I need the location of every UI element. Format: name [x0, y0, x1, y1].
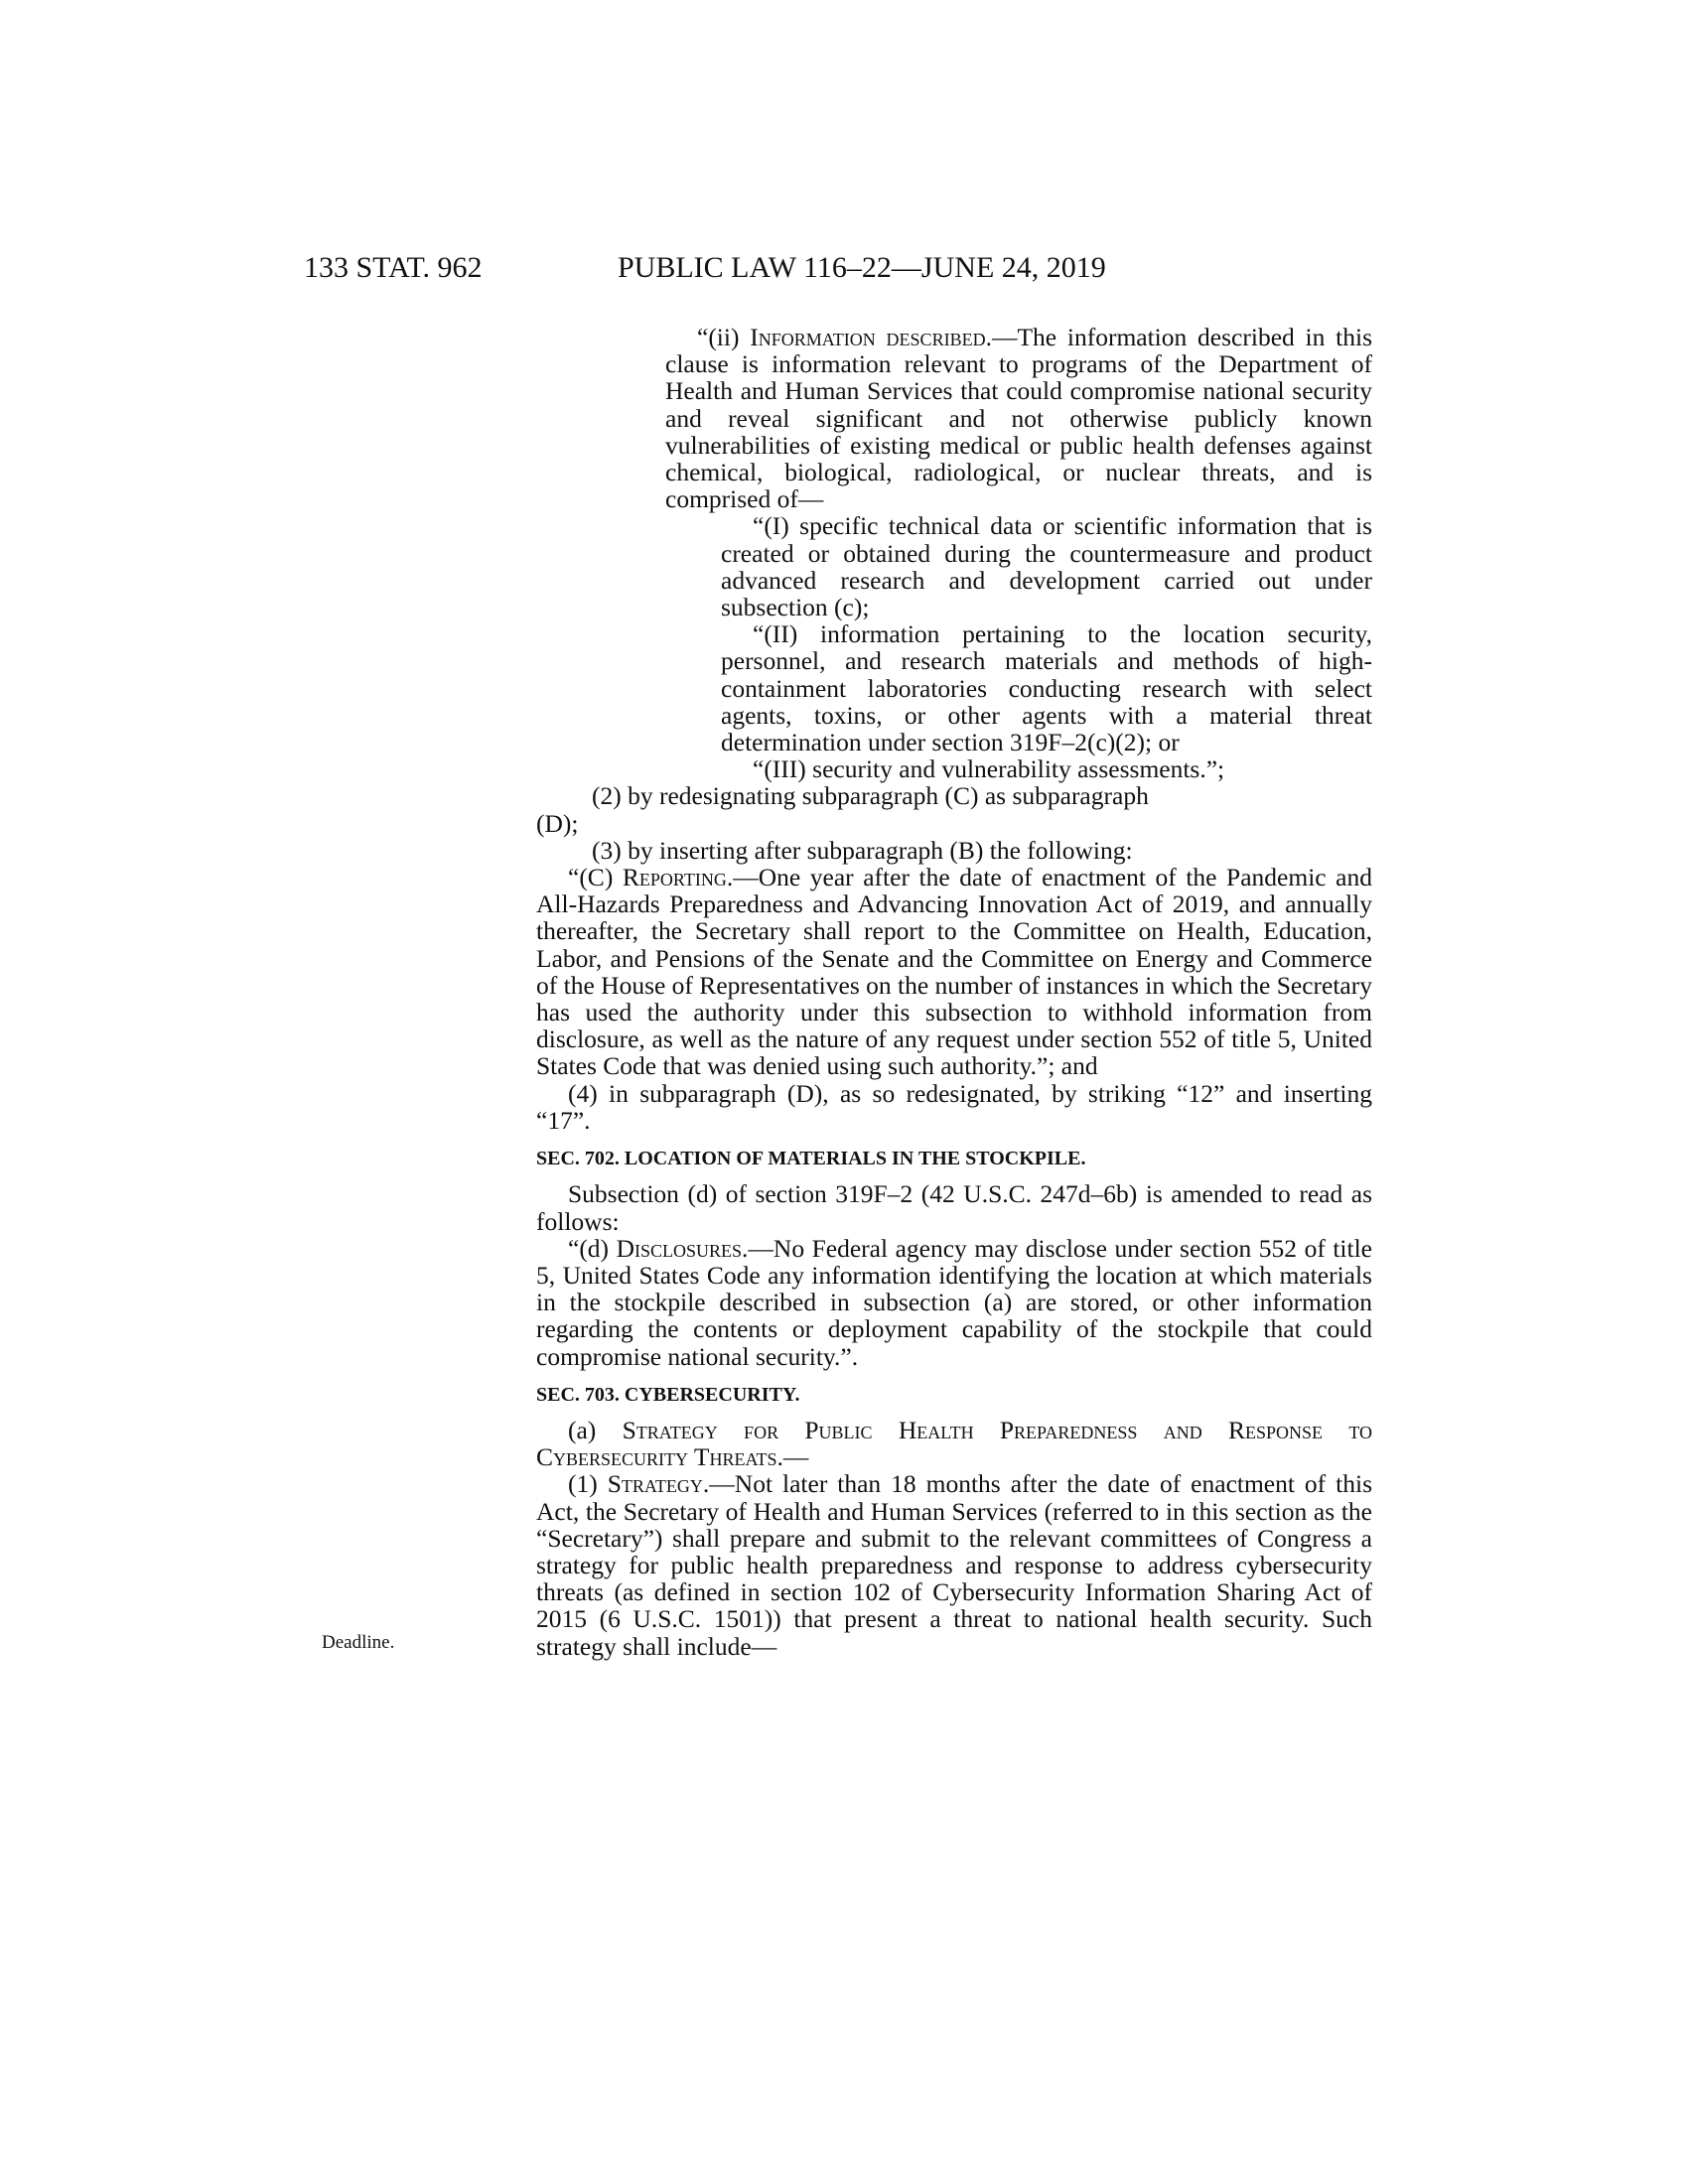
text-run: “(III) security and vulnerability assessments.”; [753, 754, 1225, 784]
paragraph [536, 512, 1372, 620]
margin-note-deadline: Deadline. [322, 1632, 395, 1653]
paragraph [536, 1180, 1372, 1234]
small-caps-heading: Disclosures [616, 1233, 743, 1263]
text-run: “(ii) [697, 323, 751, 351]
paragraph [536, 864, 1372, 1080]
section-heading [536, 1382, 1372, 1409]
text-run: SEC. 703. CYBERSECURITY. [536, 1383, 800, 1406]
paragraph [536, 620, 1372, 755]
text-run: .—One year after the date of enactment of the Pandemic and All-Hazards Preparedness and Advancing Innovation Act of 2019, and annually thereafter, the Secretary shall report to the Committee on Health, Education, Labor, and Pensions of the Senate and the Committee on Energy and Commerce of the House of Representatives on the number of instances in which the Secretary has used the authority under this subsection to withhold information from disclosure, as well as the nature of any request under section 552 of title 5, United States Code that was denied using such authority.”; and [536, 863, 1373, 1081]
text-run: .—The information described in this clause is information relevant to programs of the Department of Health and Human Services that could compromise national security and reveal significant and not otherwise publicly known vulnerabilities of existing medical or public health defenses against chemical, biological, radiological, or nuclear threats, and is comprised of— [665, 323, 1373, 514]
text-run: .—Not later than 18 months after the date of enactment of this Act, the Secretary of Health and Human Services (referred to in this section as the “Secretary”) shall prepare and submit to the relevant committees of Congress a strategy for public health preparedness and response to address cybersecurity threats (as defined in section 102 of Cybersecurity Information Sharing Act of 2015 (6 U.S.C. 1501)) that present a threat to national health security. Such strategy shall include— [536, 1469, 1372, 1661]
text-run: Subsection (d) of section 319F–2 (42 U.S.C. 247d–6b) is amended to read as follows: [536, 1179, 1372, 1236]
paragraph [536, 810, 1372, 837]
small-caps-heading: Information described [750, 323, 986, 351]
text-run: (a) [568, 1415, 623, 1444]
text-run: (D); [536, 808, 579, 838]
small-caps-heading: Strategy for Public Health Preparedness and Response to Cybersecurity Threats [536, 1415, 1372, 1472]
paragraph [536, 782, 1372, 809]
statute-page-number: 133 STAT. 962 [304, 251, 483, 284]
paragraph [536, 837, 1372, 864]
text-run: .—No Federal agency may disclose under section 552 of title 5, United States Code any information identifying the location at which materials in the stockpile described in subsection (a) are stored, or other information regarding the contents or deployment capability of the stockpile that could compromise national security.”. [536, 1233, 1373, 1371]
text-run: SEC. 702. LOCATION OF MATERIALS IN THE STOCKPILE. [536, 1148, 1086, 1170]
paragraph [536, 324, 1372, 512]
body-text [536, 324, 1372, 1660]
small-caps-heading: Reporting [622, 863, 727, 892]
paragraph [536, 1235, 1372, 1370]
small-caps-heading: Strategy [607, 1469, 703, 1499]
section-heading [536, 1146, 1372, 1172]
text-run: (4) in subparagraph (D), as so redesignated, by striking “12” and inserting “17”. [536, 1078, 1372, 1135]
paragraph [536, 1417, 1372, 1470]
text-run: (2) by redesignating subparagraph (C) as subparagraph [592, 781, 1149, 811]
paragraph [536, 1080, 1372, 1134]
text-run: (1) [568, 1469, 608, 1499]
text-run: “(I) specific technical data or scientific information that is created or obtained during the countermeasure and product advanced research and development carried out under subsection (c); [721, 511, 1372, 622]
text-run: “(d) [568, 1233, 617, 1263]
text-run: .— [776, 1442, 809, 1472]
paragraph [536, 1470, 1372, 1659]
text-run: “(C) [568, 863, 623, 892]
text-run: (3) by inserting after subparagraph (B) the following: [592, 835, 1133, 865]
paragraph [536, 755, 1372, 782]
public-law-header: PUBLIC LAW 116–22—JUNE 24, 2019 [618, 251, 1106, 284]
text-run: “(II) information pertaining to the location security, personnel, and research materials and methods of high-containment laboratories conducting research with select agents, toxins, or other agents with a material threat determination under section 319F–2(c)(2); or [721, 619, 1372, 757]
